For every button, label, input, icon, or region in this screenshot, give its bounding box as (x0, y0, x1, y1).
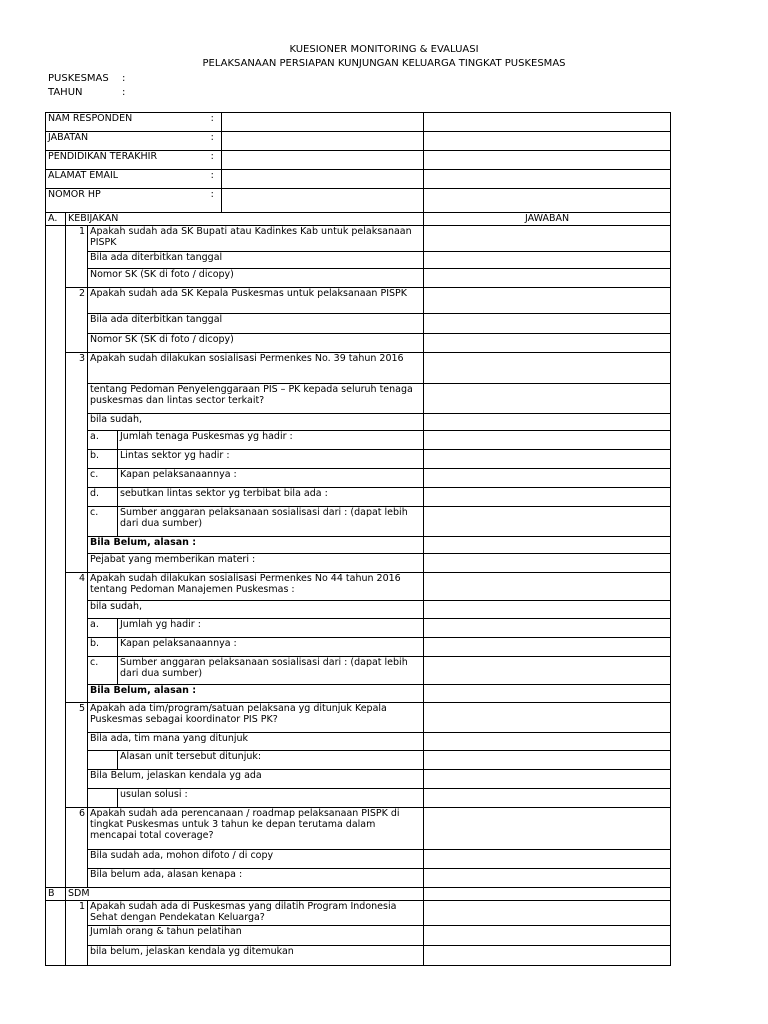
b-q1-row (46, 901, 671, 926)
jabatan-colon: : (204, 132, 222, 151)
q6-answer[interactable] (424, 808, 671, 850)
pendidikan-input[interactable] (222, 151, 424, 170)
q5-a2-row (46, 751, 671, 770)
q3-belum-label: Bila Belum, alasan : (90, 537, 197, 548)
q3-text: Apakah sudah dilakukan sosialisasi Permenkes No. 39 tahun 2016 (88, 353, 424, 384)
respondent-row-name (46, 113, 671, 132)
q1-b-answer[interactable] (424, 269, 671, 288)
q3-belum-answer[interactable] (424, 537, 671, 554)
respondent-row-hp (46, 189, 671, 213)
tahun-label: TAHUN (48, 87, 83, 98)
q1-a-text: Bila ada diterbitkan tanggal (88, 252, 424, 269)
q2-number: 2 (66, 288, 88, 314)
q5-a-text: Bila ada, tim mana yang ditunjuk (88, 733, 424, 751)
q3-c-row (46, 469, 671, 488)
q3-e-row (46, 507, 671, 537)
q5-a2-answer[interactable] (424, 751, 671, 770)
tahun-field (48, 87, 125, 98)
b-q1-b-row (46, 946, 671, 966)
q4-a-answer[interactable] (424, 619, 671, 638)
q4-bila-sudah-row (46, 601, 671, 619)
q3-d-row (46, 488, 671, 507)
respondent-row-email (46, 170, 671, 189)
q3-cont-row (46, 384, 671, 414)
q3-pejabat-row (46, 554, 671, 573)
q6-b-text: Bila belum ada, alasan kenapa : (88, 869, 424, 888)
q5-b2-text: usulan solusi : (118, 789, 424, 808)
q4-a-text: Jumlah yg hadir : (118, 619, 424, 638)
q5-b2-row (46, 789, 671, 808)
nam-responden-label: NAM RESPONDEN (46, 113, 204, 132)
section-b-answer[interactable] (424, 888, 671, 901)
q2-b-row (46, 334, 671, 353)
puskesmas-label: PUSKESMAS (48, 73, 109, 84)
q4-answer[interactable] (424, 573, 671, 601)
q4-bila-sudah-answer[interactable] (424, 601, 671, 619)
jawaban-header: JAWABAN (424, 213, 671, 226)
q3-belum-row (46, 537, 671, 554)
pendidikan-colon: : (204, 151, 222, 170)
hp-input[interactable] (222, 189, 424, 213)
q6-a-answer[interactable] (424, 850, 671, 869)
q3-e-text: Sumber anggaran pelaksanaan sosialisasi dari : (dapat lebih dari dua sumber) (118, 507, 424, 537)
q5-b-answer[interactable] (424, 770, 671, 789)
q3-e-answer[interactable] (424, 507, 671, 537)
email-extra[interactable] (424, 170, 671, 189)
section-b-title: SDM (66, 888, 424, 901)
q3-a-letter: a. (88, 431, 118, 450)
pendidikan-label: PENDIDIKAN TERAKHIR (46, 151, 204, 170)
b-q1-a-text: Jumlah orang & tahun pelatihan (88, 926, 424, 946)
q6-text: Apakah sudah ada perencanaan / roadmap pelaksanaan PISPK di tingkat Puskesmas untuk 3 tahun ke depan terutama dalam mencapai total coverage? (88, 808, 424, 850)
q4-belum-answer[interactable] (424, 685, 671, 703)
b-q1-text: Apakah sudah ada di Puskesmas yang dilatih Program Indonesia Sehat dengan Pendekatan Keluarga? (88, 901, 424, 926)
q2-row (46, 288, 671, 314)
q3-e-letter: c. (88, 507, 118, 537)
q3-row (46, 353, 671, 384)
respondent-row-jabatan (46, 132, 671, 151)
q6-row (46, 808, 671, 850)
q3-b-row (46, 450, 671, 469)
q5-b-row (46, 770, 671, 789)
form-title: KUESIONER MONITORING & EVALUASI (289, 44, 479, 55)
q4-c-letter: c. (88, 657, 118, 685)
email-input[interactable] (222, 170, 424, 189)
q5-a2-text: Alasan unit tersebut ditunjuk: (118, 751, 424, 770)
q2-a-answer[interactable] (424, 314, 671, 334)
jabatan-label: JABATAN (46, 132, 204, 151)
q1-b-text: Nomor SK (SK di foto / dicopy) (88, 269, 424, 288)
q1-row (46, 226, 671, 252)
q6-b-row (46, 869, 671, 888)
email-label: ALAMAT EMAIL (46, 170, 204, 189)
q3-b-letter: b. (88, 450, 118, 469)
puskesmas-field (48, 73, 125, 84)
q4-belum-row (46, 685, 671, 703)
q5-a-row (46, 733, 671, 751)
q3-bila-sudah-row (46, 414, 671, 431)
q3-c-text: Kapan pelaksanaannya : (118, 469, 424, 488)
q5-b2-answer[interactable] (424, 789, 671, 808)
q3-a-text: Jumlah tenaga Puskesmas yg hadir : (118, 431, 424, 450)
q2-answer[interactable] (424, 288, 671, 314)
respondent-row-pendidikan (46, 151, 671, 170)
q6-number: 6 (66, 808, 88, 850)
q6-b-answer[interactable] (424, 869, 671, 888)
q1-a-answer[interactable] (424, 252, 671, 269)
q3-cont-answer[interactable] (424, 384, 671, 414)
q5-a-answer[interactable] (424, 733, 671, 751)
jabatan-extra[interactable] (424, 132, 671, 151)
q2-a-row (46, 314, 671, 334)
q4-c-answer[interactable] (424, 657, 671, 685)
q3-bila-sudah-answer[interactable] (424, 414, 671, 431)
q2-a-text: Bila ada diterbitkan tanggal (88, 314, 424, 334)
q2-b-text: Nomor SK (SK di foto / dicopy) (88, 334, 424, 353)
q3-d-answer[interactable] (424, 488, 671, 507)
q3-b-answer[interactable] (424, 450, 671, 469)
q1-b-row (46, 269, 671, 288)
q4-c-text: Sumber anggaran pelaksanaan sosialisasi dari : (dapat lebih dari dua sumber) (118, 657, 424, 685)
q4-belum-text (88, 685, 424, 703)
section-b-header (46, 888, 671, 901)
q3-d-text: sebutkan lintas sektor yg terbibat bila ada : (118, 488, 424, 507)
q3-b-text: Lintas sektor yg hadir : (118, 450, 424, 469)
q3-number: 3 (66, 353, 88, 384)
q4-c-row (46, 657, 671, 685)
q1-answer[interactable] (424, 226, 671, 252)
q1-text: Apakah sudah ada SK Bupati atau Kadinkes Kab untuk pelaksanaan PISPK (88, 226, 424, 252)
q4-number: 4 (66, 573, 88, 601)
nam-responden-input[interactable] (222, 113, 424, 132)
b-q1-answer[interactable] (424, 901, 671, 926)
q1-a-row (46, 252, 671, 269)
b-q1-number: 1 (66, 901, 88, 926)
q4-b-answer[interactable] (424, 638, 671, 657)
q3-cont-text: tentang Pedoman Penyelenggaraan PIS – PK kepada seluruh tenaga puskesmas dan lintas sector terkait? (88, 384, 424, 414)
q2-text: Apakah sudah ada SK Kepala Puskesmas untuk pelaksanaan PISPK (88, 288, 424, 314)
hp-label: NOMOR HP (46, 189, 204, 213)
q3-c-answer[interactable] (424, 469, 671, 488)
q3-a-row (46, 431, 671, 450)
q4-belum-label: Bila Belum, alasan : (90, 685, 197, 696)
section-a-header (46, 213, 671, 226)
b-q1-a-answer[interactable] (424, 926, 671, 946)
q4-b-text: Kapan pelaksanaannya : (118, 638, 424, 657)
q3-d-letter: d. (88, 488, 118, 507)
q3-c-letter: c. (88, 469, 118, 488)
b-q1-b-text: bila belum, jelaskan kendala yg ditemukan (88, 946, 424, 966)
q3-belum-text (88, 537, 424, 554)
q5-number: 5 (66, 703, 88, 733)
email-colon: : (204, 170, 222, 189)
pendidikan-extra[interactable] (424, 151, 671, 170)
q5-row (46, 703, 671, 733)
q5-b-text: Bila Belum, jelaskan kendala yg ada (88, 770, 424, 789)
q3-a-answer[interactable] (424, 431, 671, 450)
hp-extra[interactable] (424, 189, 671, 213)
q3-answer[interactable] (424, 353, 671, 384)
q3-pejabat-answer[interactable] (424, 554, 671, 573)
q6-a-row (46, 850, 671, 869)
q4-a-letter: a. (88, 619, 118, 638)
q3-bila-sudah: bila sudah, (88, 414, 424, 431)
q5-answer[interactable] (424, 703, 671, 733)
q4-b-row (46, 638, 671, 657)
q6-a-text: Bila sudah ada, mohon difoto / di copy (88, 850, 424, 869)
form-subtitle: PELAKSANAAN PERSIAPAN KUNJUNGAN KELUARGA TINGKAT PUSKESMAS (202, 58, 566, 69)
puskesmas-colon: : (122, 73, 126, 84)
hp-colon: : (204, 189, 222, 213)
jabatan-input[interactable] (222, 132, 424, 151)
questionnaire-main (45, 112, 671, 966)
section-a-letter: A. (46, 213, 66, 226)
section-b-letter: B (46, 888, 66, 901)
q4-bila-sudah: bila sudah, (88, 601, 424, 619)
q4-a-row (46, 619, 671, 638)
b-q1-b-answer[interactable] (424, 946, 671, 966)
q4-text: Apakah sudah dilakukan sosialisasi Permenkes No 44 tahun 2016 tentang Pedoman Manajemen Puskesmas : (88, 573, 424, 601)
b-q1-a-row (46, 926, 671, 946)
q4-row (46, 573, 671, 601)
q4-b-letter: b. (88, 638, 118, 657)
nam-responden-extra[interactable] (424, 113, 671, 132)
q2-b-answer[interactable] (424, 334, 671, 353)
nam-responden-colon: : (204, 113, 222, 132)
tahun-colon: : (122, 87, 126, 98)
section-a-title: KEBIJAKAN (66, 213, 424, 226)
q1-number: 1 (66, 226, 88, 252)
q5-text: Apakah ada tim/program/satuan pelaksana yg ditunjuk Kepala Puskesmas sebagai koordinator PIS PK? (88, 703, 424, 733)
q3-pejabat-text: Pejabat yang memberikan materi : (88, 554, 424, 573)
